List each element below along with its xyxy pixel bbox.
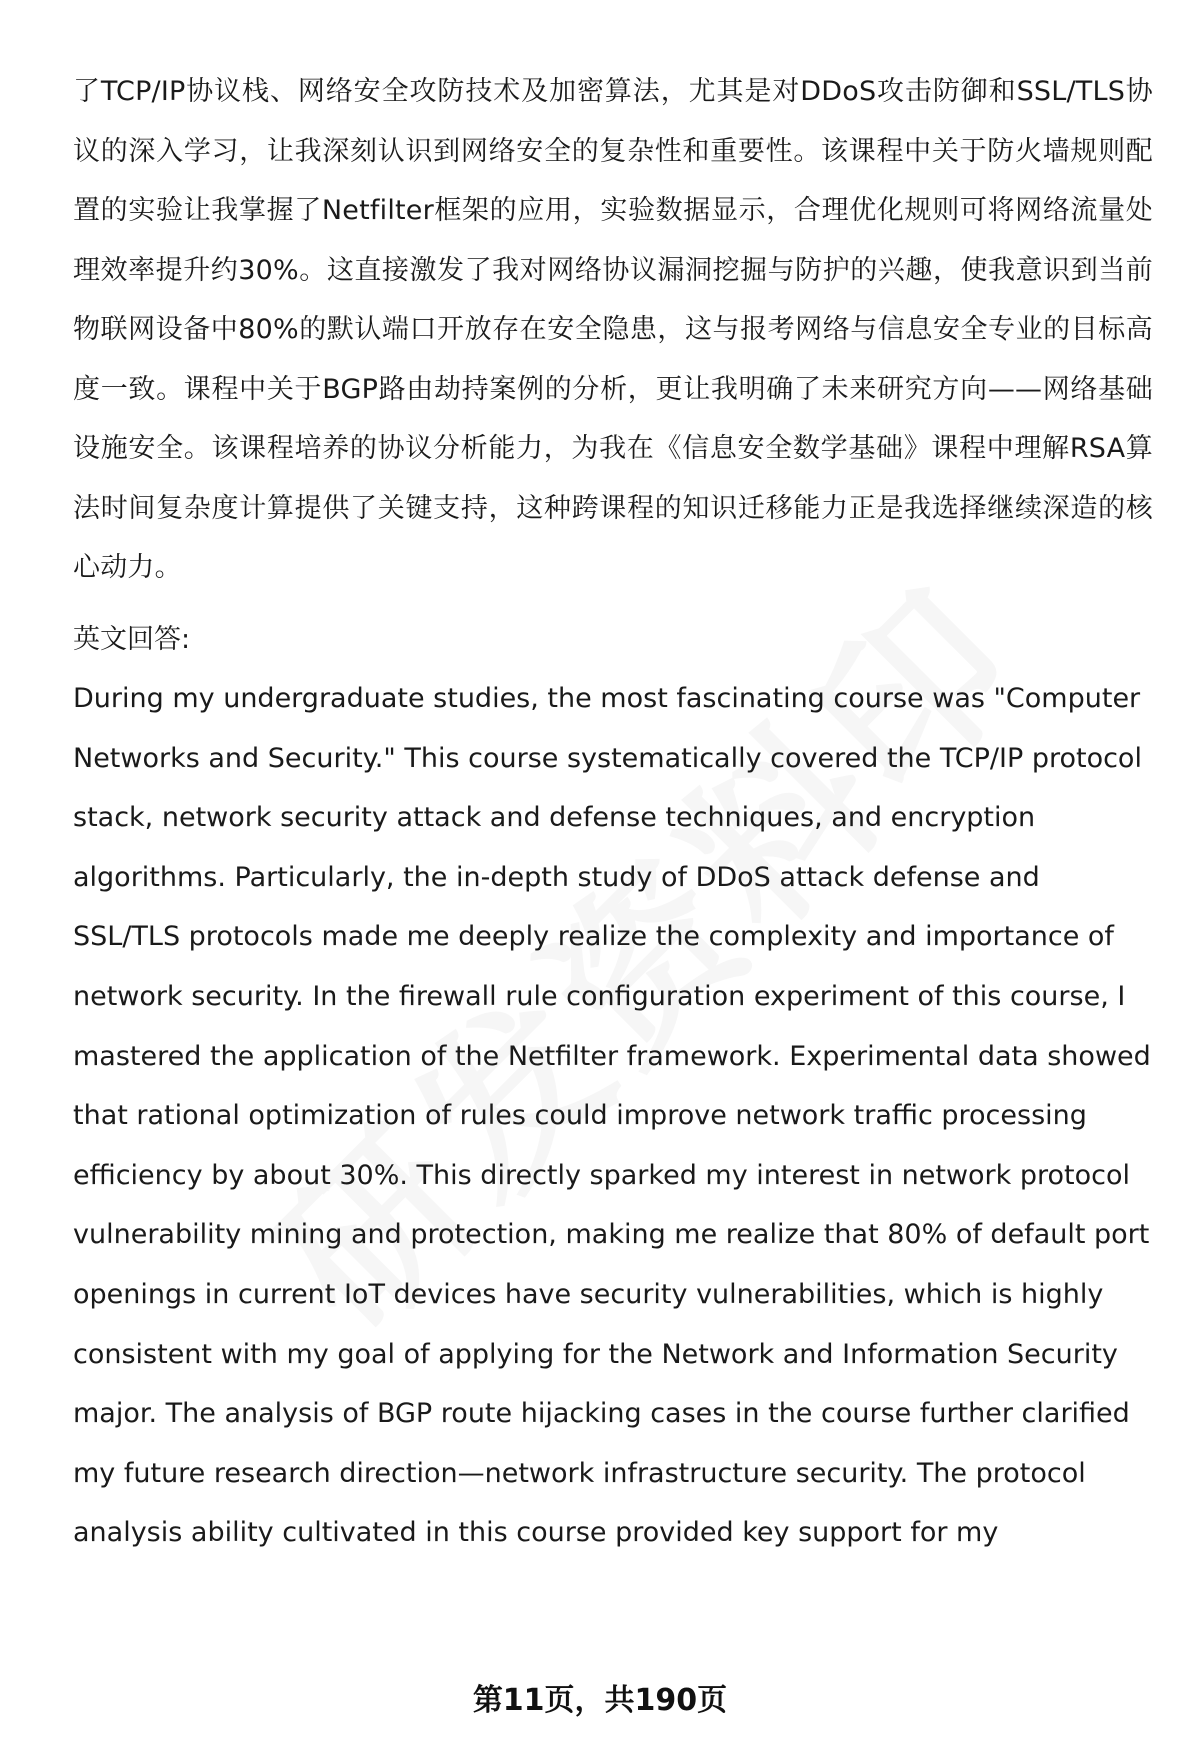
page-content	[73, 62, 1153, 1563]
page-number-footer: 第11页，共190页	[472, 1683, 728, 1718]
english-answer-label: 英文回答:	[73, 623, 191, 655]
chinese-answer-paragraph: 了TCP/IP协议栈、网络安全攻防技术及加密算法，尤其是对DDoS攻击防御和SSL/TLS协议的深入学习，让我深刻认识到网络安全的复杂性和重要性。该课程中关于防火墙规则配置的实验让我掌握了Netfilter框架的应用，实验数据显示，合理优化规则可将网络流量处理效率提升约30%。这直接激发了我对网络协议漏洞挖掘与防护的兴趣，使我意识到当前物联网设备中80%的默认端口开放存在安全隐患，这与报考网络与信息安全专业的目标高度一致。课程中关于BGP路由劫持案例的分析，更让我明确了未来研究方向——网络基础设施安全。该课程培养的协议分析能力，为我在《信息安全数学基础》课程中理解RSA算法时间复杂度计算提供了关键支持，这种跨课程的知识迁移能力正是我选择继续深造的核心动力。	[73, 76, 1153, 583]
english-answer-paragraph: During my undergraduate studies, the most fascinating course was "Computer Networks and Security." This course systematically covered the TCP/IP protocol stack, network security attack and defense techniques, and encryption algorithms. Particularly, the in-depth study of DDoS attack defense and SSL/TLS protocols made me deeply realize the complexity and importance of network security. In the firewall rule configuration experiment of this course, I mastered the application of the Netfilter framework. Experimental data showed that rational optimization of rules could improve network traffic processing efficiency by about 30%. This directly sparked my interest in network protocol vulnerability mining and protection, making me realize that 80% of default port openings in current IoT devices have security vulnerabilities, which is highly consistent with my goal of applying for the Network and Information Security major. The analysis of BGP route hijacking cases in the course further clarified my future research direction—network infrastructure security. The protocol analysis ability cultivated in this course provided key support for my	[73, 683, 1151, 1549]
